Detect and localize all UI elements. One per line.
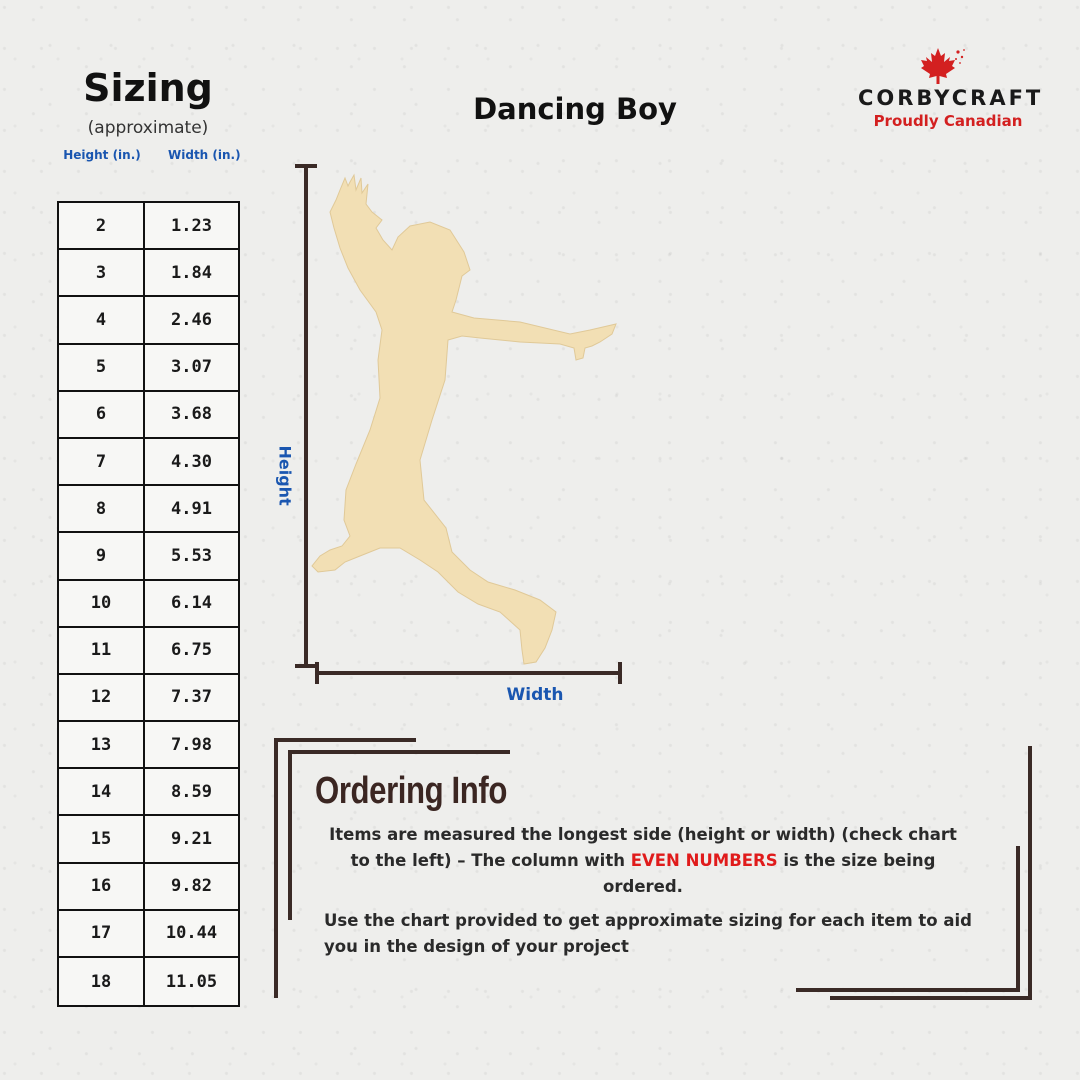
brand-name: CORBYCRAFT bbox=[858, 86, 1044, 110]
width-cell: 2.46 bbox=[171, 309, 212, 330]
width-cell: 3.68 bbox=[171, 404, 212, 425]
width-column-header: Width (in.) bbox=[168, 148, 241, 162]
height-cell: 10 bbox=[59, 581, 145, 626]
width-cell: 1.84 bbox=[171, 262, 212, 283]
width-cell: 3.07 bbox=[171, 357, 212, 378]
width-cell: 7.98 bbox=[171, 734, 212, 755]
height-cell: 11 bbox=[59, 628, 145, 673]
width-cell: 1.23 bbox=[171, 215, 212, 236]
height-cell: 13 bbox=[59, 722, 145, 767]
height-cell: 2 bbox=[59, 203, 145, 248]
height-column-header: Height (in.) bbox=[63, 148, 141, 162]
height-cell: 15 bbox=[59, 816, 145, 861]
width-cell: 11.05 bbox=[165, 971, 218, 992]
height-cell: 8 bbox=[59, 486, 145, 531]
height-axis-label: Height bbox=[275, 445, 295, 506]
brand-tagline: Proudly Canadian bbox=[873, 112, 1023, 130]
width-cell: 7.37 bbox=[171, 687, 212, 708]
height-cell: 17 bbox=[59, 911, 145, 956]
height-cell: 3 bbox=[59, 250, 145, 295]
ordering-info-paragraph-2: Use the chart provided to get approximate sizing for each item to aid you in the design of your project bbox=[324, 911, 972, 956]
width-cell: 10.44 bbox=[165, 923, 218, 944]
product-title: Dancing Boy bbox=[473, 92, 677, 126]
width-cell: 4.30 bbox=[171, 451, 212, 472]
ordering-info-title: Ordering Info bbox=[315, 770, 508, 812]
width-cell: 8.59 bbox=[171, 781, 212, 802]
width-cell: 9.21 bbox=[171, 829, 212, 850]
width-axis-label: Width bbox=[506, 685, 564, 705]
height-cell: 4 bbox=[59, 297, 145, 342]
even-numbers-highlight: EVEN NUMBERS bbox=[630, 851, 778, 870]
width-cell: 9.82 bbox=[171, 876, 212, 897]
height-cell: 5 bbox=[59, 345, 145, 390]
height-cell: 9 bbox=[59, 533, 145, 578]
ordering-p1-text-end: is the size being ordered. bbox=[603, 851, 936, 896]
sizing-title: Sizing bbox=[83, 66, 213, 110]
width-cell: 6.75 bbox=[171, 640, 212, 661]
height-cell: 14 bbox=[59, 769, 145, 814]
width-cell: 5.53 bbox=[171, 545, 212, 566]
height-cell: 18 bbox=[59, 958, 145, 1005]
height-cell: 6 bbox=[59, 392, 145, 437]
height-cell: 16 bbox=[59, 864, 145, 909]
width-cell: 4.91 bbox=[171, 498, 212, 519]
height-cell: 7 bbox=[59, 439, 145, 484]
height-cell: 12 bbox=[59, 675, 145, 720]
ordering-info-paragraph-1 bbox=[318, 822, 968, 900]
sizing-subtitle: (approximate) bbox=[87, 118, 209, 138]
ordering-p1-text: Items are measured the longest side (height or width) (check chart to the left) – The column with bbox=[329, 825, 957, 870]
width-cell: 6.14 bbox=[171, 593, 212, 614]
